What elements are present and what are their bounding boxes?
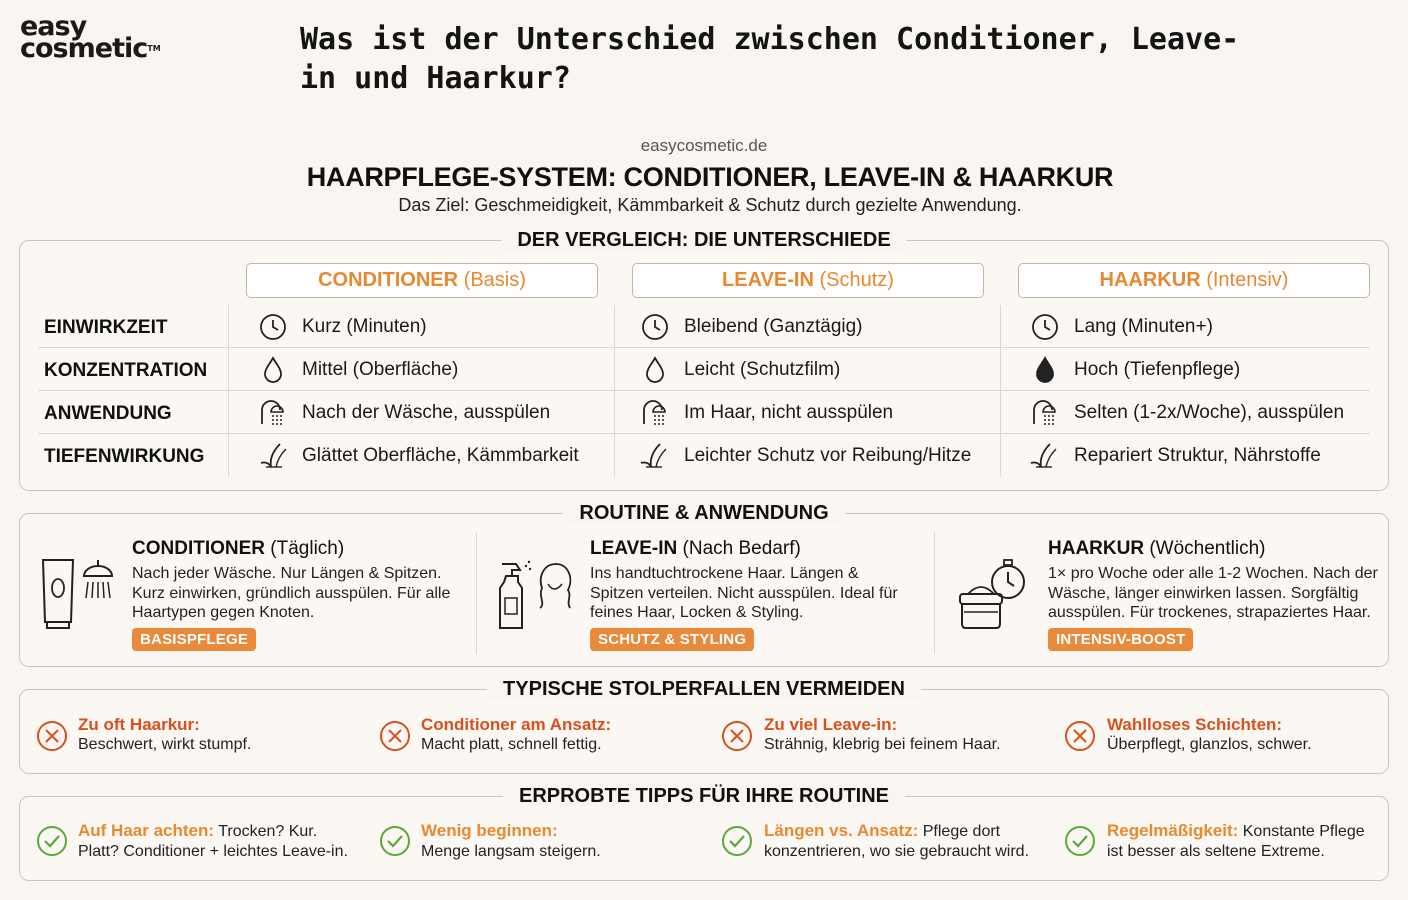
column-divider: [614, 305, 615, 477]
hair-strand-icon: [1028, 441, 1058, 471]
column-header-conditioner: CONDITIONER (Basis): [246, 263, 598, 298]
pitfall-title: Zu viel Leave-in:: [764, 715, 898, 734]
cell-conditioner-einwirkzeit: Kurz (Minuten): [302, 316, 427, 337]
main-heading: HAARPFLEGE-SYSTEM: CONDITIONER, LEAVE-IN & HAARKUR: [306, 162, 1114, 192]
cell-conditioner-tiefenwirkung: Glättet Oberfläche, Kämmbarkeit: [302, 445, 579, 466]
row-divider: [38, 390, 1370, 391]
shower-icon: [640, 398, 670, 428]
routine-panel: [19, 502, 1389, 667]
x-circle-icon: [36, 720, 68, 752]
column-divider: [934, 532, 935, 654]
badge-basispflege: BASISPFLEGE: [132, 628, 256, 651]
tube-shower-icon: [38, 556, 114, 630]
cell-haarkur-konzentration: Hoch (Tiefenpflege): [1074, 359, 1241, 380]
x-circle-icon: [1064, 720, 1096, 752]
page-title: Was ist der Unterschied zwischen Conditioner, Leave-in und Haarkur?: [300, 22, 1240, 96]
tips-panel: [19, 785, 1389, 881]
cell-haarkur-tiefenwirkung: Repariert Struktur, Nährstoffe: [1074, 445, 1321, 466]
jar-timer-icon: [954, 554, 1030, 632]
pitfalls-title: TYPISCHE STOLPERFALLEN VERMEIDEN: [20, 676, 1388, 702]
cell-haarkur-einwirkzeit: Lang (Minuten+): [1074, 316, 1213, 337]
drop-icon: [258, 355, 288, 385]
x-circle-icon: [379, 720, 411, 752]
column-divider: [476, 532, 477, 654]
check-circle-icon: [721, 825, 753, 857]
hair-strand-icon: [638, 441, 668, 471]
clock-icon: [258, 312, 288, 342]
tips-title: ERPROBTE TIPPS FÜR IHRE ROUTINE: [20, 783, 1388, 809]
comparison-title: DER VERGLEICH: DIE UNTERSCHIEDE: [20, 227, 1388, 253]
column-divider: [1000, 305, 1001, 477]
row-label-tiefenwirkung: TIEFENWIRKUNG: [44, 446, 205, 467]
check-circle-icon: [36, 825, 68, 857]
shower-icon: [258, 398, 288, 428]
routine-text-leave-in: Ins handtuchtrockene Haar. Längen & Spitzen verteilen. Nicht ausspülen. Ideal für feines Haar, Locken & Styling.: [590, 565, 898, 621]
pitfall-title: Wahlloses Schichten:: [1107, 715, 1283, 734]
row-divider: [38, 347, 1370, 348]
cell-leave-in-einwirkzeit: Bleibend (Ganztägig): [684, 316, 863, 337]
check-circle-icon: [1064, 825, 1096, 857]
pitfalls-panel: [19, 678, 1389, 774]
column-header-leave-in: LEAVE-IN (Schutz): [632, 263, 984, 298]
pitfall-title: Conditioner am Ansatz:: [421, 715, 612, 734]
tip-lead: Längen vs. Ansatz:: [764, 821, 919, 840]
routine-text-haarkur: 1× pro Woche oder alle 1-2 Wochen. Nach der Wäsche, länger einwirken lassen. Sorgfältig ausspülen. Für trockenes, strapaziertes Haar.: [1048, 565, 1378, 621]
routine-title-leave-in: LEAVE-IN (Nach Bedarf): [590, 538, 801, 559]
row-divider: [38, 433, 1370, 434]
pitfall-text: Überpflegt, glanzlos, schwer.: [1107, 736, 1312, 753]
cell-haarkur-anwendung: Selten (1-2x/Woche), ausspülen: [1074, 402, 1345, 423]
logo-line-1: easy: [20, 11, 87, 42]
badge-intensiv-boost: INTENSIV-BOOST: [1048, 628, 1193, 651]
cell-leave-in-konzentration: Leicht (Schutzfilm): [684, 359, 841, 380]
tip-text: Wenig beginnen: Menge langsam steigern.: [421, 821, 601, 860]
tip-text: Längen vs. Ansatz: Pflege dort konzentrieren, wo sie gebraucht wird.: [764, 821, 1030, 860]
drop-icon: [640, 355, 670, 385]
pitfall-text: Macht platt, schnell fettig.: [421, 736, 602, 753]
trademark: TM: [147, 44, 161, 53]
cell-conditioner-anwendung: Nach der Wäsche, ausspülen: [302, 402, 551, 423]
spray-bottle-icon: [494, 556, 574, 632]
row-label-konzentration: KONZENTRATION: [44, 360, 208, 381]
clock-icon: [1030, 312, 1060, 342]
tip-lead: Wenig beginnen:: [421, 821, 558, 840]
comparison-panel: [19, 229, 1389, 491]
tip-text: Auf Haar achten: Trocken? Kur. Platt? Conditioner + leichtes Leave-in.: [78, 821, 348, 860]
pitfall-text: Strähnig, klebrig bei feinem Haar.: [764, 736, 1001, 753]
drop-filled-icon: [1030, 355, 1060, 385]
routine-title-conditioner: CONDITIONER (Täglich): [132, 538, 345, 559]
subtitle: Das Ziel: Geschmeidigkeit, Kämmbarkeit & Schutz durch gezielte Anwendung.: [398, 195, 1022, 215]
routine-title: ROUTINE & ANWENDUNG: [20, 500, 1388, 526]
column-header-haarkur: HAARKUR (Intensiv): [1018, 263, 1370, 298]
logo-line-2: cosmetic™: [20, 33, 161, 64]
brand-logo: [20, 11, 161, 64]
badge-schutz-styling: SCHUTZ & STYLING: [590, 628, 754, 651]
column-divider: [228, 305, 229, 477]
check-circle-icon: [379, 825, 411, 857]
shower-icon: [1030, 398, 1060, 428]
cell-conditioner-konzentration: Mittel (Oberfläche): [302, 359, 459, 380]
x-circle-icon: [721, 720, 753, 752]
clock-icon: [640, 312, 670, 342]
cell-leave-in-tiefenwirkung: Leichter Schutz vor Reibung/Hitze: [684, 445, 972, 466]
site-url: easycosmetic.de: [640, 136, 768, 155]
row-label-anwendung: ANWENDUNG: [44, 403, 172, 424]
tip-lead: Regelmäßigkeit:: [1107, 821, 1239, 840]
tip-lead: Auf Haar achten:: [78, 821, 215, 840]
tip-text: Regelmäßigkeit: Konstante Pflege ist besser als seltene Extreme.: [1107, 821, 1365, 860]
routine-text-conditioner: Nach jeder Wäsche. Nur Längen & Spitzen. Kurz einwirken, gründlich ausspülen. Für alle Haartypen gegen Knoten.: [132, 565, 451, 621]
pitfall-text: Beschwert, wirkt stumpf.: [78, 736, 252, 753]
pitfall-title: Zu oft Haarkur:: [78, 715, 200, 734]
row-label-einwirkzeit: EINWIRKZEIT: [44, 317, 168, 338]
hair-strand-icon: [258, 441, 288, 471]
routine-title-haarkur: HAARKUR (Wöchentlich): [1048, 538, 1266, 559]
cell-leave-in-anwendung: Im Haar, nicht ausspülen: [684, 402, 894, 423]
